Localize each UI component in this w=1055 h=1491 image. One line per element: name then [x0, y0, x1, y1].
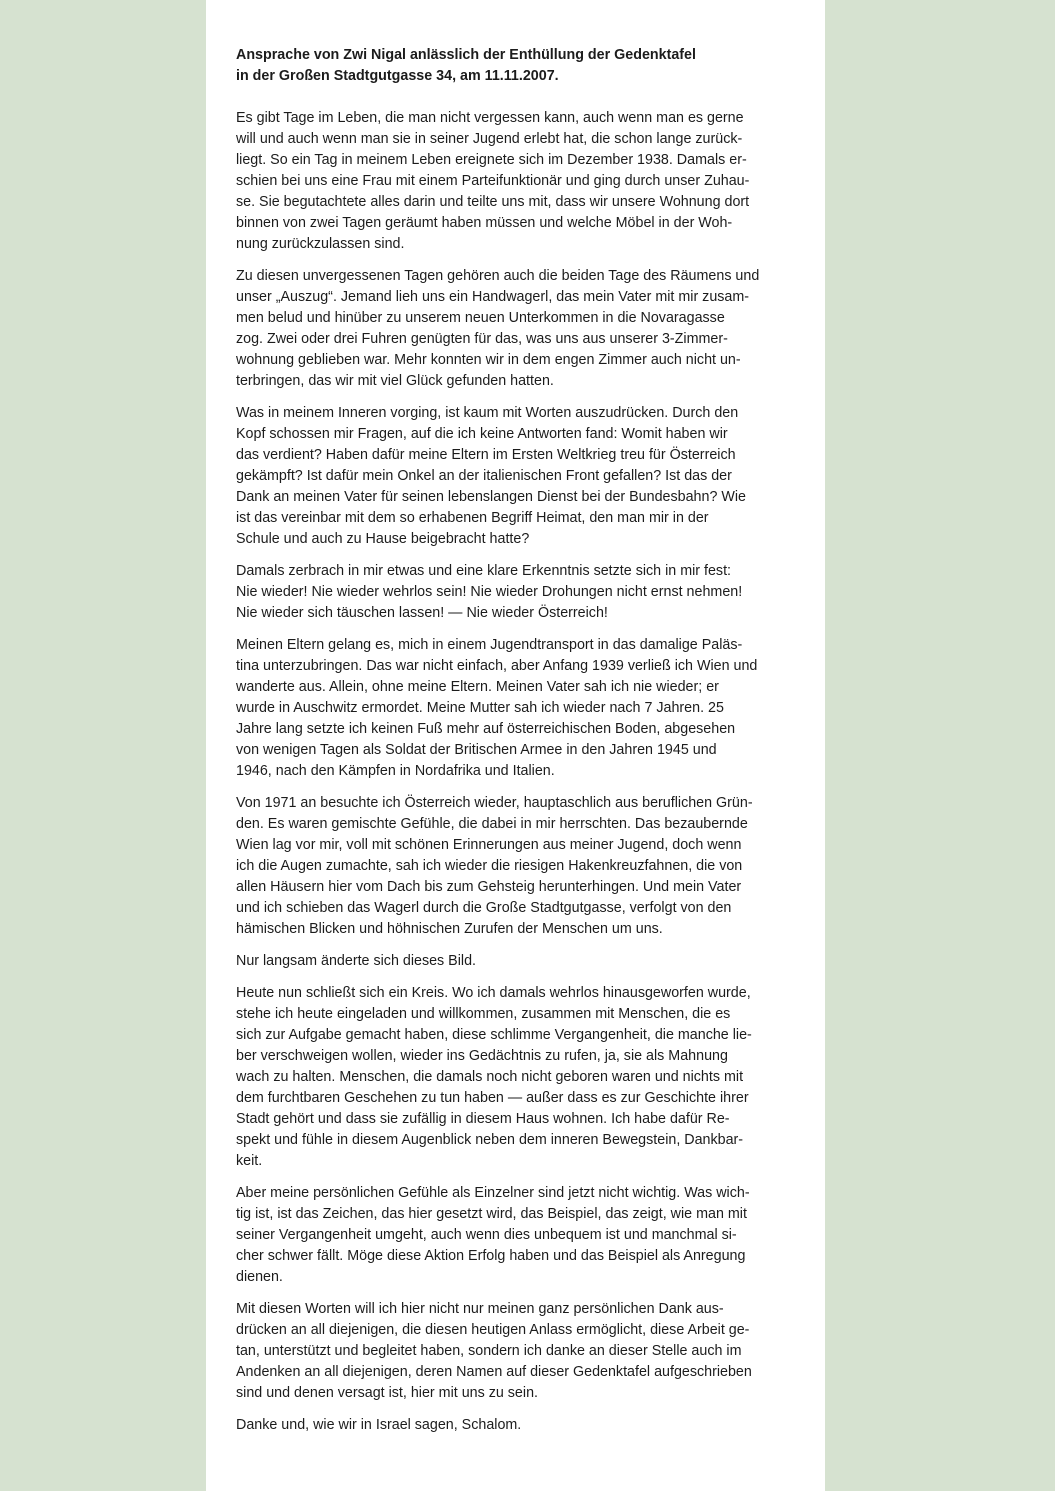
paragraph-line: wanderte aus. Allein, ohne meine Eltern. Meinen Vater sah ich nie wieder; er	[236, 679, 719, 695]
paragraph-line: Wien lag vor mir, voll mit schönen Erinnerungen aus meiner Jugend, doch wenn	[236, 837, 742, 853]
paragraph-line: men belud und hinüber zu unserem neuen Unterkommen in die Novaragasse	[236, 310, 725, 326]
paragraph-line: das verdient? Haben dafür meine Eltern im Ersten Weltkrieg treu für Österreich	[236, 447, 736, 463]
paragraph-line: allen Häusern hier vom Dach bis zum Gehsteig herunterhingen. Und mein Vater	[236, 879, 742, 895]
paragraph-line: zog. Zwei oder drei Fuhren genügten für das, was uns aus unserer 3-Zimmer-	[236, 331, 728, 347]
paragraph-line: Mit diesen Worten will ich hier nicht nur meinen ganz persönlichen Dank aus-	[236, 1301, 724, 1317]
paragraph	[236, 403, 797, 550]
paragraph-line: Nie wieder! Nie wieder wehrlos sein! Nie wieder Drohungen nicht ernst nehmen!	[236, 584, 743, 600]
paragraph-line: Zu diesen unvergessenen Tagen gehören auch die beiden Tage des Räumens und	[236, 268, 760, 284]
paragraph-line: Jahre lang setzte ich keinen Fuß mehr auf österreichischen Boden, abgesehen	[236, 721, 736, 737]
paragraph-line: dienen.	[236, 1269, 283, 1285]
paragraph	[236, 266, 797, 392]
paragraph-line: tan, unterstützt und begleitet haben, sondern ich danke an dieser Stelle auch im	[236, 1343, 742, 1359]
paragraph-line: Nie wieder sich täuschen lassen! — Nie wieder Österreich!	[236, 605, 608, 621]
paragraph-line: se. Sie begutachtete alles darin und teilte uns mit, dass wir unsere Wohnung dort	[236, 194, 750, 210]
paragraph-line: terbringen, das wir mit viel Glück gefunden hatten.	[236, 373, 554, 389]
paragraph-line: wurde in Auschwitz ermordet. Meine Mutter sah ich wieder nach 7 Jahren. 25	[236, 700, 724, 716]
paragraph-line: ber verschweigen wollen, wieder ins Gedächtnis zu rufen, ja, sie als Mahnung	[236, 1048, 728, 1064]
speech-body	[236, 108, 797, 1436]
paragraph-line: Stadt gehört und dass sie zufällig in diesem Haus wohnen. Ich habe dafür Re-	[236, 1111, 730, 1127]
paragraph-line: Nur langsam änderte sich dieses Bild.	[236, 953, 476, 969]
paragraph-line: cher schwer fällt. Möge diese Aktion Erfolg haben und das Beispiel als Anregung	[236, 1248, 746, 1264]
paragraph-line: gekämpft? Ist dafür mein Onkel an der italienischen Front gefallen? Ist das der	[236, 468, 732, 484]
paragraph-line: seiner Vergangenheit umgeht, auch wenn dies unbequem ist und manchmal si-	[236, 1227, 737, 1243]
paragraph-line: den. Es waren gemischte Gefühle, die dabei in mir herrschten. Das bezaubernde	[236, 816, 748, 832]
paragraph-line: liegt. So ein Tag in meinem Leben ereignete sich im Dezember 1938. Damals er-	[236, 152, 747, 168]
title-line: in der Großen Stadtgutgasse 34, am 11.11.2007.	[236, 68, 559, 84]
paragraph-line: ist das vereinbar mit dem so erhabenen Begriff Heimat, den man mir in der	[236, 510, 709, 526]
paragraph-line: sich zur Aufgabe gemacht haben, diese schlimme Vergangenheit, die manche lie-	[236, 1027, 752, 1043]
title-line: Ansprache von Zwi Nigal anlässlich der Enthüllung der Gedenktafel	[236, 47, 696, 63]
paragraph-line: dem furchtbaren Geschehen zu tun haben — außer dass es zur Geschichte ihrer	[236, 1090, 749, 1106]
paragraph	[236, 951, 797, 972]
paragraph-line: Dank an meinen Vater für seinen lebenslangen Dienst bei der Bundesbahn? Wie	[236, 489, 746, 505]
paragraph-line: Es gibt Tage im Leben, die man nicht vergessen kann, auch wenn man es gerne	[236, 110, 744, 126]
paragraph-line: sind und denen versagt ist, hier mit uns zu sein.	[236, 1385, 538, 1401]
paragraph-line: tina unterzubringen. Das war nicht einfach, aber Anfang 1939 verließ ich Wien und	[236, 658, 758, 674]
paragraph-line: will und auch wenn man sie in seiner Jugend erlebt hat, die schon lange zurück-	[236, 131, 743, 147]
paragraph-line: von wenigen Tagen als Soldat der Britischen Armee in den Jahren 1945 und	[236, 742, 717, 758]
paragraph-line: unser „Auszug“. Jemand lieh uns ein Handwagerl, das mein Vater mit mir zusam-	[236, 289, 750, 305]
paragraph-line: Kopf schossen mir Fragen, auf die ich keine Antworten fand: Womit haben wir	[236, 426, 728, 442]
paragraph-line: wohnung geblieben war. Mehr konnten wir in dem engen Zimmer auch nicht un-	[236, 352, 741, 368]
document-page	[206, 0, 825, 1491]
paragraph-line: nung zurückzulassen sind.	[236, 236, 405, 252]
paragraph	[236, 635, 797, 782]
paragraph-line: Heute nun schließt sich ein Kreis. Wo ich damals wehrlos hinausgeworfen wurde,	[236, 985, 751, 1001]
paragraph-line: Andenken an all diejenigen, deren Namen auf dieser Gedenktafel aufgeschrieben	[236, 1364, 752, 1380]
paragraph-line: Meinen Eltern gelang es, mich in einem Jugendtransport in das damalige Paläs-	[236, 637, 743, 653]
paragraph-line: keit.	[236, 1153, 263, 1169]
paragraph-line: binnen von zwei Tagen geräumt haben müssen und welche Möbel in der Woh-	[236, 215, 733, 231]
paragraph-line: stehe ich heute eingeladen und willkommen, zusammen mit Menschen, die es	[236, 1006, 731, 1022]
paragraph-line: Schule und auch zu Hause beigebracht hatte?	[236, 531, 530, 547]
paragraph	[236, 1299, 797, 1404]
paragraph-line: Danke und, wie wir in Israel sagen, Schalom.	[236, 1417, 522, 1433]
paragraph-line: ich die Augen zumachte, sah ich wieder die riesigen Hakenkreuzfahnen, die von	[236, 858, 743, 874]
paragraph	[236, 1183, 797, 1288]
paragraph	[236, 793, 797, 940]
paragraph-line: schien bei uns eine Frau mit einem Parteifunktionär und ging durch unser Zuhau-	[236, 173, 750, 189]
paragraph	[236, 1415, 797, 1436]
paragraph-line: spekt und fühle in diesem Augenblick neben dem inneren Bewegstein, Dankbar-	[236, 1132, 744, 1148]
paragraph-line: Was in meinem Inneren vorging, ist kaum mit Worten auszudrücken. Durch den	[236, 405, 739, 421]
paragraph-line: hämischen Blicken und höhnischen Zurufen der Menschen um uns.	[236, 921, 663, 937]
paragraph-line: tig ist, ist das Zeichen, das hier gesetzt wird, das Beispiel, das zeigt, wie man mit	[236, 1206, 747, 1222]
paragraph-line: wach zu halten. Menschen, die damals noch nicht geboren waren und nichts mit	[236, 1069, 744, 1085]
paragraph	[236, 108, 797, 255]
paragraph-line: drücken an all diejenigen, die diesen heutigen Anlass ermöglicht, diese Arbeit ge-	[236, 1322, 750, 1338]
document-title	[236, 45, 797, 87]
paragraph	[236, 561, 797, 624]
paragraph-line: und ich schieben das Wagerl durch die Große Stadtgutgasse, verfolgt von den	[236, 900, 732, 916]
paragraph	[236, 983, 797, 1172]
paragraph-line: Von 1971 an besuchte ich Österreich wieder, hauptaschlich aus beruflichen Grün-	[236, 795, 753, 811]
paragraph-line: Damals zerbrach in mir etwas und eine klare Erkenntnis setzte sich in mir fest:	[236, 563, 732, 579]
paragraph-line: Aber meine persönlichen Gefühle als Einzelner sind jetzt nicht wichtig. Was wich-	[236, 1185, 750, 1201]
paragraph-line: 1946, nach den Kämpfen in Nordafrika und Italien.	[236, 763, 555, 779]
